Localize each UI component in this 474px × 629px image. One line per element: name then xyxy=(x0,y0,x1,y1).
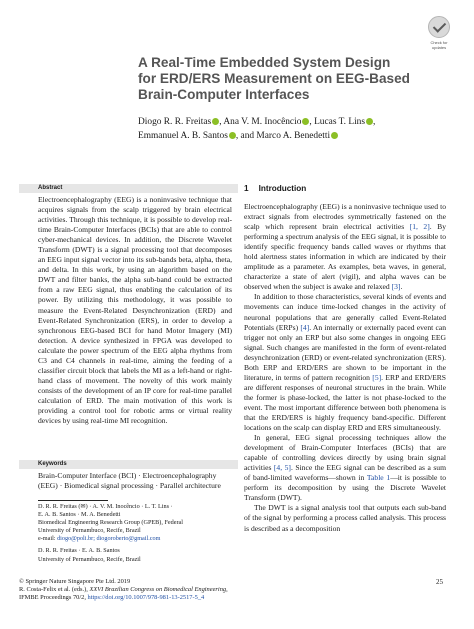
affiliation-block xyxy=(38,503,238,564)
affiliation-line: D. R. R. Freitas · E. A. B. Santos xyxy=(38,547,120,555)
introduction-body xyxy=(244,202,446,534)
section-title: Introduction xyxy=(258,184,307,193)
orcid-icon[interactable] xyxy=(229,132,236,139)
title-line: Brain-Computer Interfaces xyxy=(138,87,310,102)
text-run: , xyxy=(226,586,228,593)
section-number: 1 xyxy=(244,184,249,193)
author-name: , Lucas T. Lins xyxy=(309,117,366,127)
section-heading xyxy=(244,184,306,193)
paper-title xyxy=(138,55,438,103)
affiliation-line: E. A. B. Santos · M. A. Benedetti xyxy=(38,511,121,519)
footnote-divider xyxy=(38,500,108,501)
affiliation-line: Biomedical Engineering Research Group (GPEB), Federal xyxy=(38,519,184,527)
email-prefix: e-mail: xyxy=(38,535,58,543)
affiliation-line: D. R. R. Freitas (✉) · A. V. M. Inocêncio · L. T. Lins · xyxy=(38,503,173,510)
table-link[interactable]: Table 1 xyxy=(366,473,391,483)
affiliation-email-line xyxy=(38,535,238,543)
text-run: IFMBE Proceedings 70/2, xyxy=(19,594,88,601)
citation-line xyxy=(19,586,419,594)
check-for-updates-badge[interactable] xyxy=(423,16,455,56)
affiliation-line: University of Pernambuco, Recife, Brazil xyxy=(38,527,141,535)
abstract-heading: Abstract xyxy=(38,185,63,191)
text-run: . An internally or externally paced event can trigger not only an ERP but also some changes in ongoing EEG signal. Such changes are manifested in the form of event-related desynchronization (ERD) or event-related synchronization (ERS). Both ERP and ERD/ERS are shown to be important in the literature, in terms of pattern recognition xyxy=(244,322,446,382)
affiliation-line: University of Pernambuco, Recife, Brazil xyxy=(38,555,141,563)
orcid-icon[interactable] xyxy=(366,117,376,127)
abstract-text: Electroencephalography (EEG) is a noninvasive technique that acquires signals from the scalp triggered by brain electrical activities. Through this technique, it is possible to develop real-time Brain-Computer Interfaces (BCIs) that are able to control cyber-mechanical devices. In addition, the Discrete Wavelet Transform (DWT) is a signal processing tool that decomposes an EEG input signal vector into its sub-bands beta, alpha, theta, and delta. In this work, by using an algorithm based on the DWT and filter banks, the alpha sub-band could be extracted from a raw EEG signal, thus enabling the calculation of its power. By utilizing this methodology, it was possible to measure the Event-Related Desynchronization (ERD) and Event-Related Synchronization (ERS), in order to develop a synchronous EEG-based BCI for hand Motor Imagery (MI) detection. A device synthesized in FPGA was developed to calculate the power spectrum of the EEG alpha rhythms from C3 and C4 channels in real-time, aiming the feeding of a classifier circuit block that labels the MI as a left-hand or right-hand class of movement. The novelty of this work mainly consists of the development of an IP core for real-time parallel calculation of ERD. The main motivation of this work is providing a control tool for robotic arms or virtual reality devices by using real-time MI recognition. xyxy=(38,195,232,426)
author-name: , Ana V. M. Inocêncio xyxy=(219,117,302,127)
text-run: . By performing a spectrum analysis of the EEG signal, it is possible to identify specific frequency bands called waves or rhythms that hold alertness states information in which are indicated by their amplitude as a parameter. As examples, beta waves, in general, characterize a state of alert (vigil), and alpha waves can be observed when the subject is awake and relaxed xyxy=(244,222,446,292)
citation-link[interactable]: [5] xyxy=(372,372,382,382)
page-footer xyxy=(19,578,419,602)
text-run: The DWT is a signal analysis tool that outputs each sub-band of the signal by performing a process called analysis. This process is described as a decomposition xyxy=(244,503,446,533)
email-link[interactable]: diogo@poli.br; diogoroberto@gmail.com xyxy=(57,535,161,543)
text-run: Electroencephalography (EEG) is a noninvasive technique used to extract signals from electrodes symmetrically fastened on the scalp which represent brain electrical activities xyxy=(244,202,446,232)
citation-link[interactable]: [1, 2] xyxy=(409,222,430,232)
paragraph xyxy=(244,292,446,433)
author-list xyxy=(138,115,448,143)
text-run: . xyxy=(400,282,403,292)
keywords-heading: Keywords xyxy=(38,461,67,467)
doi-link[interactable]: https://doi.org/10.1007/978-981-13-2517-5_4 xyxy=(87,594,205,601)
paragraph xyxy=(244,503,446,533)
author-name: Emmanuel A. B. Santos xyxy=(138,131,228,141)
text-run: In addition to those characteristics, several kinds of events and movements can induce time-locked changes in the activity of neuronal populations that are generally called Event-Related Potentials (ERPs) xyxy=(244,292,446,332)
title-line: A Real-Time Embedded System Design xyxy=(138,55,391,70)
author-name: Diogo R. R. Freitas xyxy=(138,117,212,127)
keywords-text: Brain-Computer Interface (BCI) · Electroencephalography (EEG) · Biomedical signal processing · Parallel architecture xyxy=(38,471,221,490)
text-run: . Since the EEG signal can be described as a sum of band-limited waveforms—shown in xyxy=(244,463,446,483)
author-separator: , xyxy=(373,117,376,127)
check-mark-icon xyxy=(428,16,450,38)
title-line: for ERD/ERS Measurement on EEG-Based xyxy=(138,71,410,86)
citation-link[interactable]: [3] xyxy=(391,282,401,292)
text-run: —it is possible to perform its decomposition by using the Discrete Wavelet Transform (DWT). xyxy=(244,473,447,503)
orcid-icon[interactable] xyxy=(331,132,338,139)
paragraph xyxy=(244,433,446,503)
badge-text: Check for updates xyxy=(430,40,448,50)
copyright-line: © Springer Nature Singapore Pte Ltd. 2019 xyxy=(19,578,131,585)
proceedings-title: XXVI Brazilian Congress on Biomedical Engineering xyxy=(89,586,227,593)
doi-line xyxy=(19,594,419,602)
author-name: , and Marco A. Benedetti xyxy=(235,131,331,141)
citation-link[interactable]: [4, 5] xyxy=(273,463,291,473)
text-run: R. Costa-Felix et al. (eds.), xyxy=(19,586,90,593)
citation-link[interactable]: [4] xyxy=(300,322,310,332)
text-run: In general, EEG signal processing techniques allow the development of Brain-Computer Interfaces (BCIs) that are capable of controlling devices directly by using brain signal activities xyxy=(244,433,446,473)
paragraph xyxy=(244,202,446,292)
text-run: . ERP and ERD/ERS are different responses of neuronal structures in the brain. While the former is phase-locked, the latter is not phase-locked to the event. The most important difference between both phenomena is that the ERD/ERS is highly frequency band-specific. Different locations on the scalp can display ERD and ERS simultaneously. xyxy=(244,372,446,433)
page-number: 25 xyxy=(436,578,443,586)
